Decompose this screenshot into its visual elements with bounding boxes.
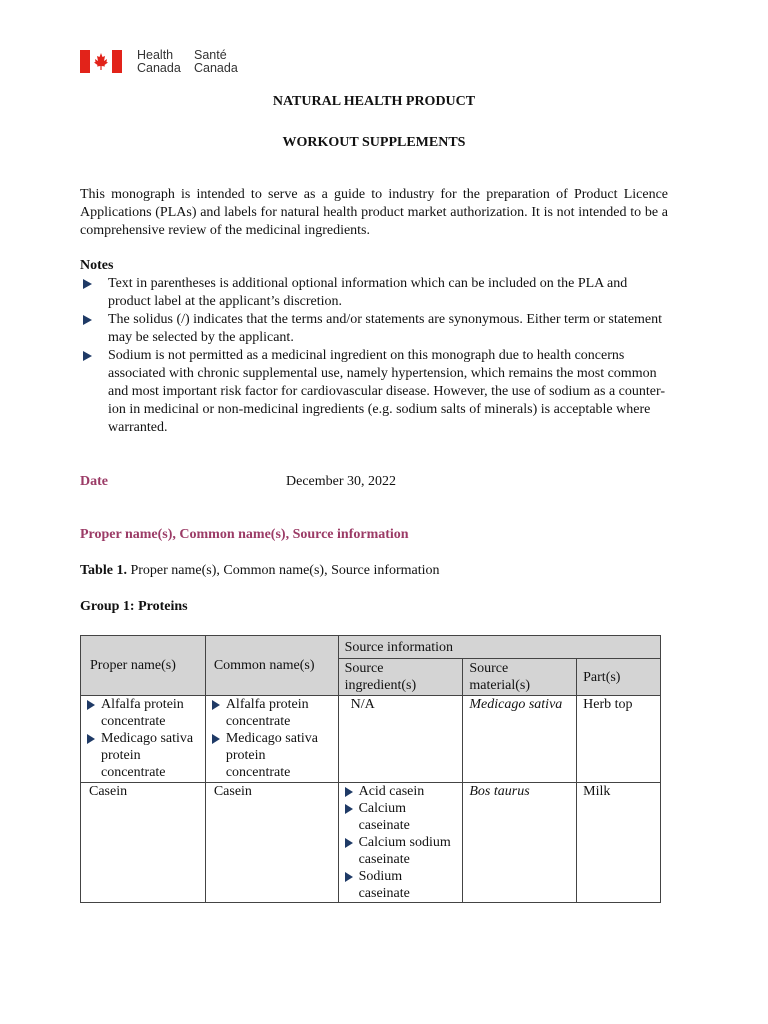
bullet-arrow-icon [345, 787, 353, 797]
common-name-text: Alfalfa protein concentrate [225, 697, 309, 729]
header-proper-name: Proper name(s) [81, 636, 206, 696]
common-name-text: Medicago sativa protein concentrate [225, 731, 318, 780]
source-ingredient-text: Acid casein [358, 784, 425, 799]
note-text: The solidus (/) indicates that the terms and/or statements are synonymous. Either term or statement may be selected by the applicant. [108, 312, 663, 345]
group-heading: Group 1: Proteins [80, 599, 188, 614]
list-item [345, 868, 457, 902]
logo-en-line2: Canada [137, 61, 181, 75]
source-table [80, 635, 661, 903]
intro-paragraph: This monograph is intended to serve as a guide to industry for the preparation of Product Licence Applications (PLAs) and labels for natural health product market authorization. It is not intended to be a comprehensive review of the medicinal ingredients. [80, 187, 668, 238]
bullet-arrow-icon [345, 872, 353, 882]
bullet-arrow-icon [212, 734, 220, 744]
note-item [80, 347, 670, 437]
cell-source-material: Medicago sativa [463, 696, 577, 783]
bullet-arrow-icon [83, 351, 92, 361]
date-value: December 30, 2022 [286, 474, 397, 489]
cell-common-names [205, 696, 338, 783]
bullet-arrow-icon [345, 804, 353, 814]
list-item [87, 696, 199, 730]
header-common-name: Common name(s) [205, 636, 338, 696]
list-item [345, 834, 457, 868]
canada-flag-icon [80, 50, 122, 73]
table-row [81, 783, 661, 903]
date-label: Date [80, 474, 108, 489]
table-header-row [81, 636, 661, 659]
proper-name-text: Medicago sativa protein concentrate [101, 731, 194, 780]
list-item [345, 783, 457, 800]
logo-fr-line2: Canada [194, 61, 238, 75]
header-source-material: Source material(s) [463, 659, 577, 696]
source-ingredient-text: Sodium caseinate [358, 869, 410, 901]
note-text: Text in parentheses is additional optional information which can be included on the PLA and product label at the applicant’s discretion. [108, 276, 628, 309]
proper-name-text: Alfalfa protein concentrate [101, 697, 184, 729]
list-item [87, 730, 199, 781]
cell-source-material: Bos taurus [463, 783, 577, 903]
cell-common-names: Casein [205, 783, 338, 903]
table-caption [80, 563, 440, 579]
cell-part: Milk [577, 783, 661, 903]
logo-en-line1: Health [137, 48, 174, 62]
table-row [81, 696, 661, 783]
cell-proper-names: Casein [81, 783, 206, 903]
cell-proper-names [81, 696, 206, 783]
note-item [80, 311, 670, 347]
logo-fr-line1: Santé [194, 48, 227, 62]
list-item [345, 800, 457, 834]
cell-source-ingredient: N/A [338, 696, 463, 783]
cell-source-ingredient [338, 783, 463, 903]
source-ingredient-text: Calcium caseinate [358, 801, 410, 833]
section-heading: Proper name(s), Common name(s), Source information [80, 527, 409, 542]
document-title: NATURAL HEALTH PRODUCT [272, 94, 476, 109]
bullet-arrow-icon [345, 838, 353, 848]
list-item [212, 730, 332, 781]
bullet-arrow-icon [212, 700, 220, 710]
notes-list [80, 275, 670, 437]
bullet-arrow-icon [83, 315, 92, 325]
table-caption-text: Proper name(s), Common name(s), Source information [130, 563, 440, 578]
header-source-ingredient: Source ingredient(s) [338, 659, 463, 696]
logo-english [137, 49, 181, 75]
notes-heading: Notes [80, 258, 114, 273]
bullet-arrow-icon [87, 734, 95, 744]
header-source-information: Source information [338, 636, 660, 659]
bullet-arrow-icon [83, 279, 92, 289]
table-caption-label: Table 1. [80, 563, 127, 578]
document-subtitle: WORKOUT SUPPLEMENTS [282, 135, 466, 150]
source-ingredient-text: Calcium sodium caseinate [358, 835, 451, 867]
bullet-arrow-icon [87, 700, 95, 710]
cell-part: Herb top [577, 696, 661, 783]
header-parts: Part(s) [577, 659, 661, 696]
list-item [212, 696, 332, 730]
note-text: Sodium is not permitted as a medicinal ingredient on this monograph due to health concerns associated with chronic supplemental use, namely hypertension, which remains the most common and most important risk factor for cardiovascular disease. However, the use of sodium as a counter-ion in medicinal or non-medicinal ingredients (e.g. sodium salts of minerals) is acceptable where warranted. [108, 348, 666, 435]
logo-french [194, 49, 238, 75]
note-item [80, 275, 670, 311]
